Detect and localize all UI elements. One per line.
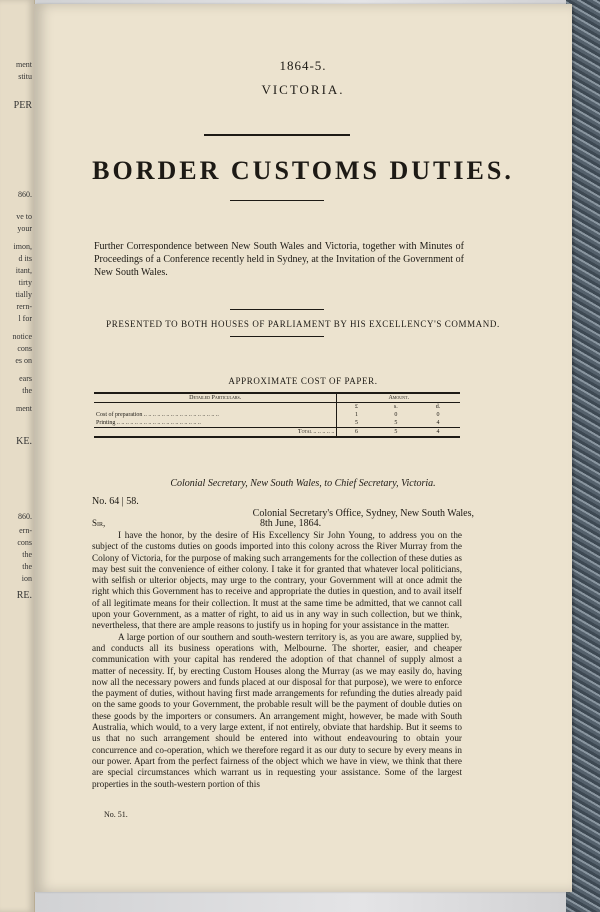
letter-number: No. 64 | 58. <box>92 496 139 507</box>
total-label: Total <box>297 429 312 435</box>
fragment: tirty <box>18 278 32 287</box>
fragment: ve to <box>16 212 32 221</box>
document-page <box>34 4 572 892</box>
fragment: ears <box>19 374 32 383</box>
fragment: cons <box>17 344 32 353</box>
letter-body <box>92 530 462 790</box>
col-amount: Amount. <box>337 393 460 403</box>
fragment: ion <box>21 574 32 583</box>
fragment: es on <box>15 356 32 365</box>
fragment: PER <box>13 100 32 111</box>
unit-pence: d. <box>435 404 441 410</box>
paragraph-1: I have the honor, by the desire of His Excellency Sir John Young, to address you on the subject of the customs duties on goods imported into this colony across the River Murray from the Colony of Victoria, for the purpose of making such arrangements for the collection of these duties as may best suit the convenience of either colony. I take it for granted that whatever local politicians, with selfish or ulterior objects, may urge to the contrary, your Government will at once admit the right which this Government has to receive and appropriate the duties in question, and to avail itself of all legitimate means for their collection. It must at the same time be admitted, that we cannot call upon your Government, as a matter of right, to aid us in any way in such collection, but we think, nevertheless, that there are ample reasons to justify us in hoping for your assistance in the matter. <box>92 530 462 631</box>
letter-heading: Colonial Secretary, New South Wales, to Chief Secretary, Victoria. <box>170 478 436 489</box>
table-row <box>94 411 460 419</box>
fragment: your <box>17 224 32 233</box>
fragment: RE. <box>16 590 32 601</box>
amount-pence: 4 <box>436 420 440 426</box>
paragraph-2: A large portion of our southern and south-western territory is, as you are aware, supplied by, and conducts all its business operations with, Melbourne. The shorter, easier, and cheaper communication with your capital has rendered the adoption of that channel of supply almost a matter of necessity. If, by erecting Custom Houses along the Murray (as we may easily do, having now all the necessary powers and funds placed at our disposal for that purpose), we were to enforce the payment of duties, without having first made arrangements for refunding the duties already paid on the same goods to your Government, the probable result will be the payment of double duties on these goods by the importers or consumers. An arrangement might, however, be made with South Australia, which would, to a very large extent, if not entirely, obviate that hardship. But it seems to us that no such arrangement should be entered into without endeavouring to obtain your concurrence and co-operation, which we therefore regard it as our duty to secure by every means in our power. Apart from the perfect fairness of the object which we have in view, we think that there are special circumstances which warrant us in requesting your assistance. Some of the largest properties in the south-western portion of this <box>92 631 462 789</box>
fragment: ern- <box>19 526 32 535</box>
cost-heading: APPROXIMATE COST OF PAPER. <box>228 376 378 386</box>
fragment: itant, <box>15 266 32 275</box>
fragment: the <box>22 386 32 395</box>
leader-dots: .. .. .. .. .. <box>313 429 335 435</box>
amount-pence: 0 <box>436 412 440 418</box>
letter-office: Colonial Secretary's Office, Sydney, New South Wales, <box>252 508 474 519</box>
leader-dots: .. .. .. .. .. .. .. .. .. .. .. .. .. .. .. .. .. .. .. <box>116 420 201 426</box>
colony-name: VICTORIA. <box>261 82 345 97</box>
row-label: Printing <box>96 420 116 426</box>
fragment: d its <box>18 254 32 263</box>
total-shillings: 5 <box>376 428 416 438</box>
fragment: KE. <box>16 436 32 447</box>
presented-line: PRESENTED TO BOTH HOUSES OF PARLIAMENT BY HIS EXCELLENCY'S COMMAND. <box>106 319 500 329</box>
title-rule-bottom <box>230 200 324 201</box>
presented-rule-bottom <box>230 336 324 337</box>
amount-shillings: 0 <box>394 412 398 418</box>
fragment: tially <box>15 290 32 299</box>
fragment: ment <box>16 404 32 413</box>
letter-date: 8th June, 1864. <box>260 518 322 529</box>
cost-table <box>94 392 460 438</box>
fragment: 860. <box>18 512 32 521</box>
fragment: rern- <box>16 302 32 311</box>
page-footer-number: No. 51. <box>104 810 128 819</box>
total-pounds: 6 <box>337 428 376 438</box>
unit-pounds: £ <box>337 403 376 412</box>
fragment: notice <box>12 332 32 341</box>
previous-page-edge <box>0 0 35 912</box>
title-rule-top <box>204 134 350 136</box>
row-label: Cost of preparation <box>96 412 143 418</box>
col-particulars: Detailed Particulars. <box>94 393 337 403</box>
unit-shillings: s. <box>393 404 398 410</box>
amount-shillings: 5 <box>394 420 398 426</box>
table-row <box>94 419 460 428</box>
total-pence: 4 <box>416 428 460 438</box>
fragment: the <box>22 550 32 559</box>
fragment: the <box>22 562 32 571</box>
fragment: l for <box>18 314 32 323</box>
letter-salutation: Sir, <box>92 518 106 528</box>
total-row <box>94 428 460 438</box>
fragment: 860. <box>18 190 32 199</box>
fragment: imon, <box>13 242 32 251</box>
amount-pounds: 5 <box>337 419 376 428</box>
leader-dots: .. .. .. .. .. .. .. .. .. .. .. .. .. .. .. .. .. <box>143 412 219 418</box>
document-title: BORDER CUSTOMS DUTIES. <box>92 156 514 185</box>
further-correspondence: Further Correspondence between New South Wales and Victoria, together with Minutes of Proceedings of a Conference recently held in Sydney, at the Invitation of the Government of New South Wales. <box>94 241 464 278</box>
amount-pounds: 1 <box>337 411 376 419</box>
fragment: ment <box>16 60 32 69</box>
fragment: cons <box>17 538 32 547</box>
session-year: 1864-5. <box>279 58 327 73</box>
fragment: stitu <box>18 72 32 81</box>
presented-rule-top <box>230 309 324 310</box>
